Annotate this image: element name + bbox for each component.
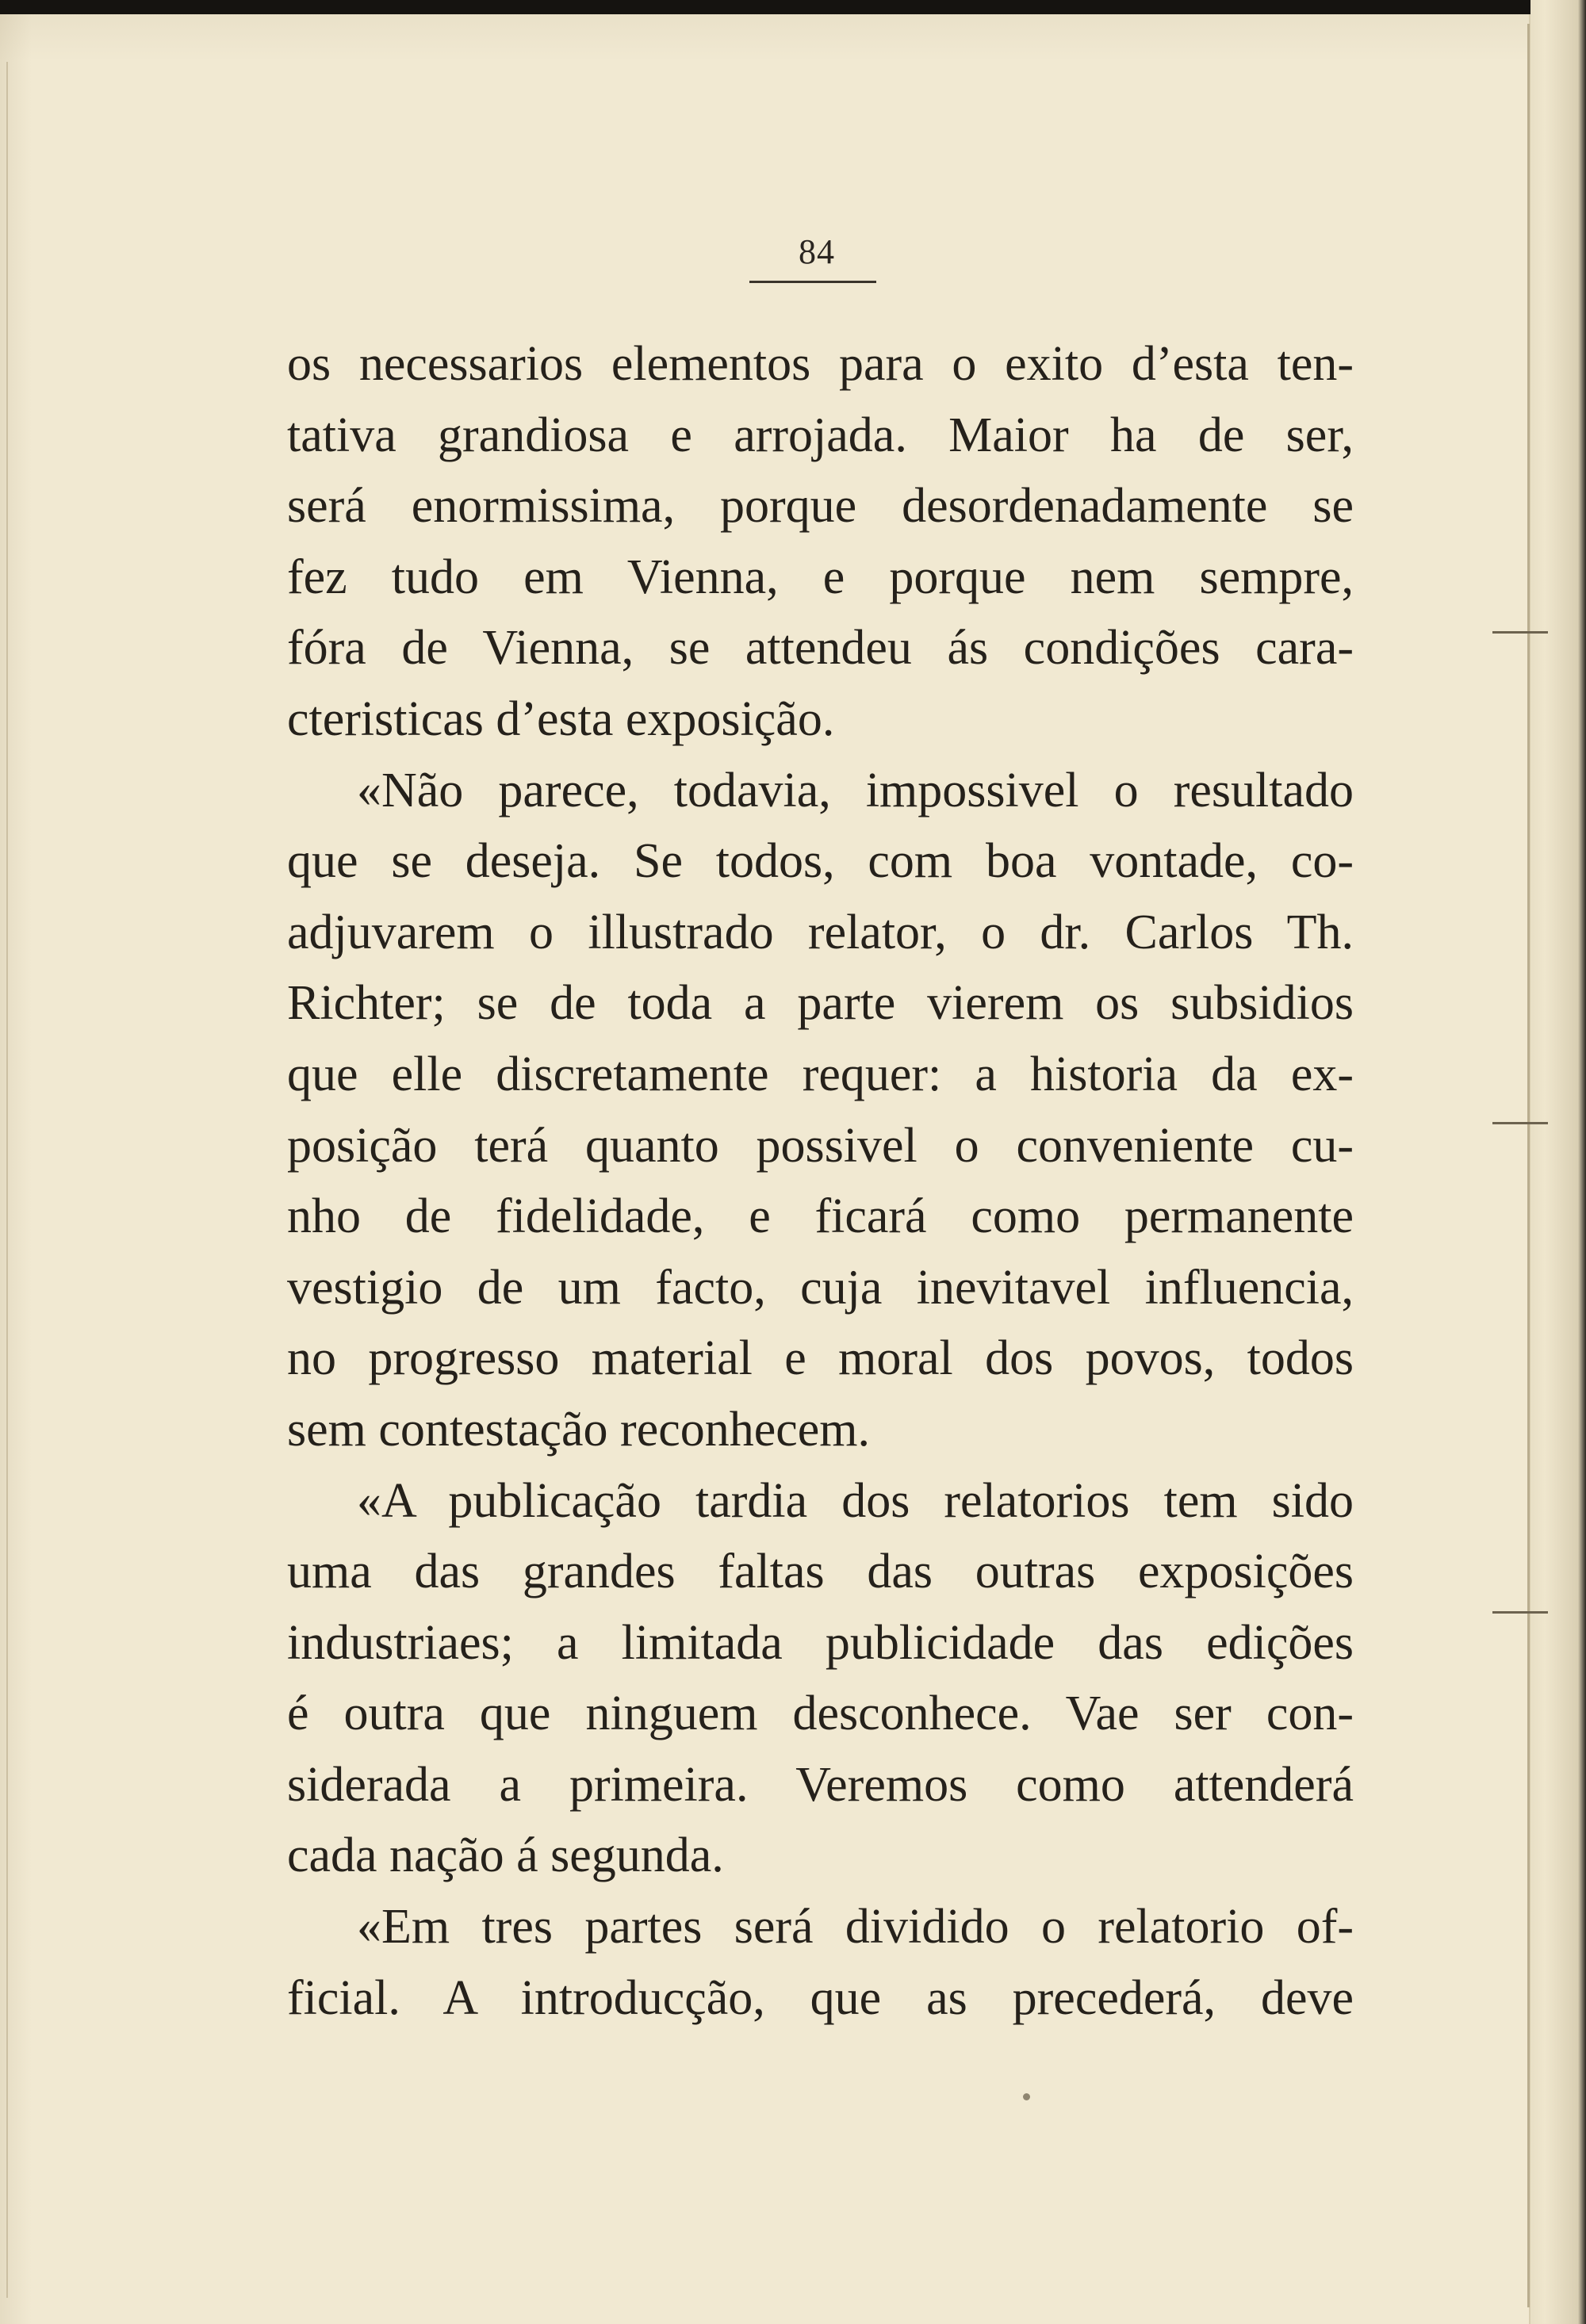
text-line: que elle discretamente requer: a historia da ex- [287,1047,1354,1101]
text-line: Richter; se de toda a parte vierem os subsidios [287,976,1354,1031]
text-line: «Em tres partes será dividido o relatorio of- [357,1900,1354,1955]
next-leaf-edge [1530,0,1586,2324]
text-line: será enormissima, porque desordenadamente se [287,479,1354,534]
body-text [287,329,1354,2034]
text-line: uma das grandes faltas das outras exposições [287,1545,1354,1599]
text-line: cada nação á segunda. [287,1828,724,1883]
margin-tick-mark [1492,1122,1548,1124]
margin-tick-mark [1492,631,1548,634]
text-line: fez tudo em Vienna, e porque nem sempre, [287,549,1354,604]
text-line: fóra de Vienna, se attendeu ás condições cara- [287,621,1354,676]
page-number-rule [749,281,876,283]
text-line: industriaes; a limitada publicidade das edições [287,1615,1354,1670]
text-line: que se deseja. Se todos, com boa vontade, co- [287,834,1354,889]
text-line: é outra que ninguem desconhece. Vae ser con- [287,1687,1354,1741]
page-left-rule [6,62,8,2298]
text-line: ficial. A introducção, que as precederá, deve [287,1970,1354,2025]
text-line: siderada a primeira. Veremos como attenderá [287,1757,1354,1812]
text-line: «A publicação tardia dos relatorios tem sido [357,1473,1354,1528]
text-line: tativa grandiosa e arrojada. Maior ha de ser, [287,408,1354,462]
text-line: sem contestação reconhecem. [287,1402,871,1457]
text-line: os necessarios elementos para o exito d’esta ten- [287,337,1354,391]
text-line: cteristicas d’esta exposição. [287,691,835,746]
ink-speck [1023,2093,1030,2100]
page-edge-line [1527,24,1530,2307]
text-line: «Não parece, todavia, impossivel o resultado [357,763,1354,817]
text-line: vestigio de um facto, cuja inevitavel influencia, [287,1260,1354,1315]
text-line: adjuvarem o illustrado relator, o dr. Carlos Th. [287,905,1354,959]
text-line: posição terá quanto possivel o conveniente cu- [287,1118,1354,1173]
text-line: no progresso material e moral dos povos, todos [287,1331,1354,1386]
text-line: nho de fidelidade, e ficará como permanente [287,1189,1354,1244]
margin-tick-mark [1492,1611,1548,1614]
page-number: 84 [799,232,835,271]
